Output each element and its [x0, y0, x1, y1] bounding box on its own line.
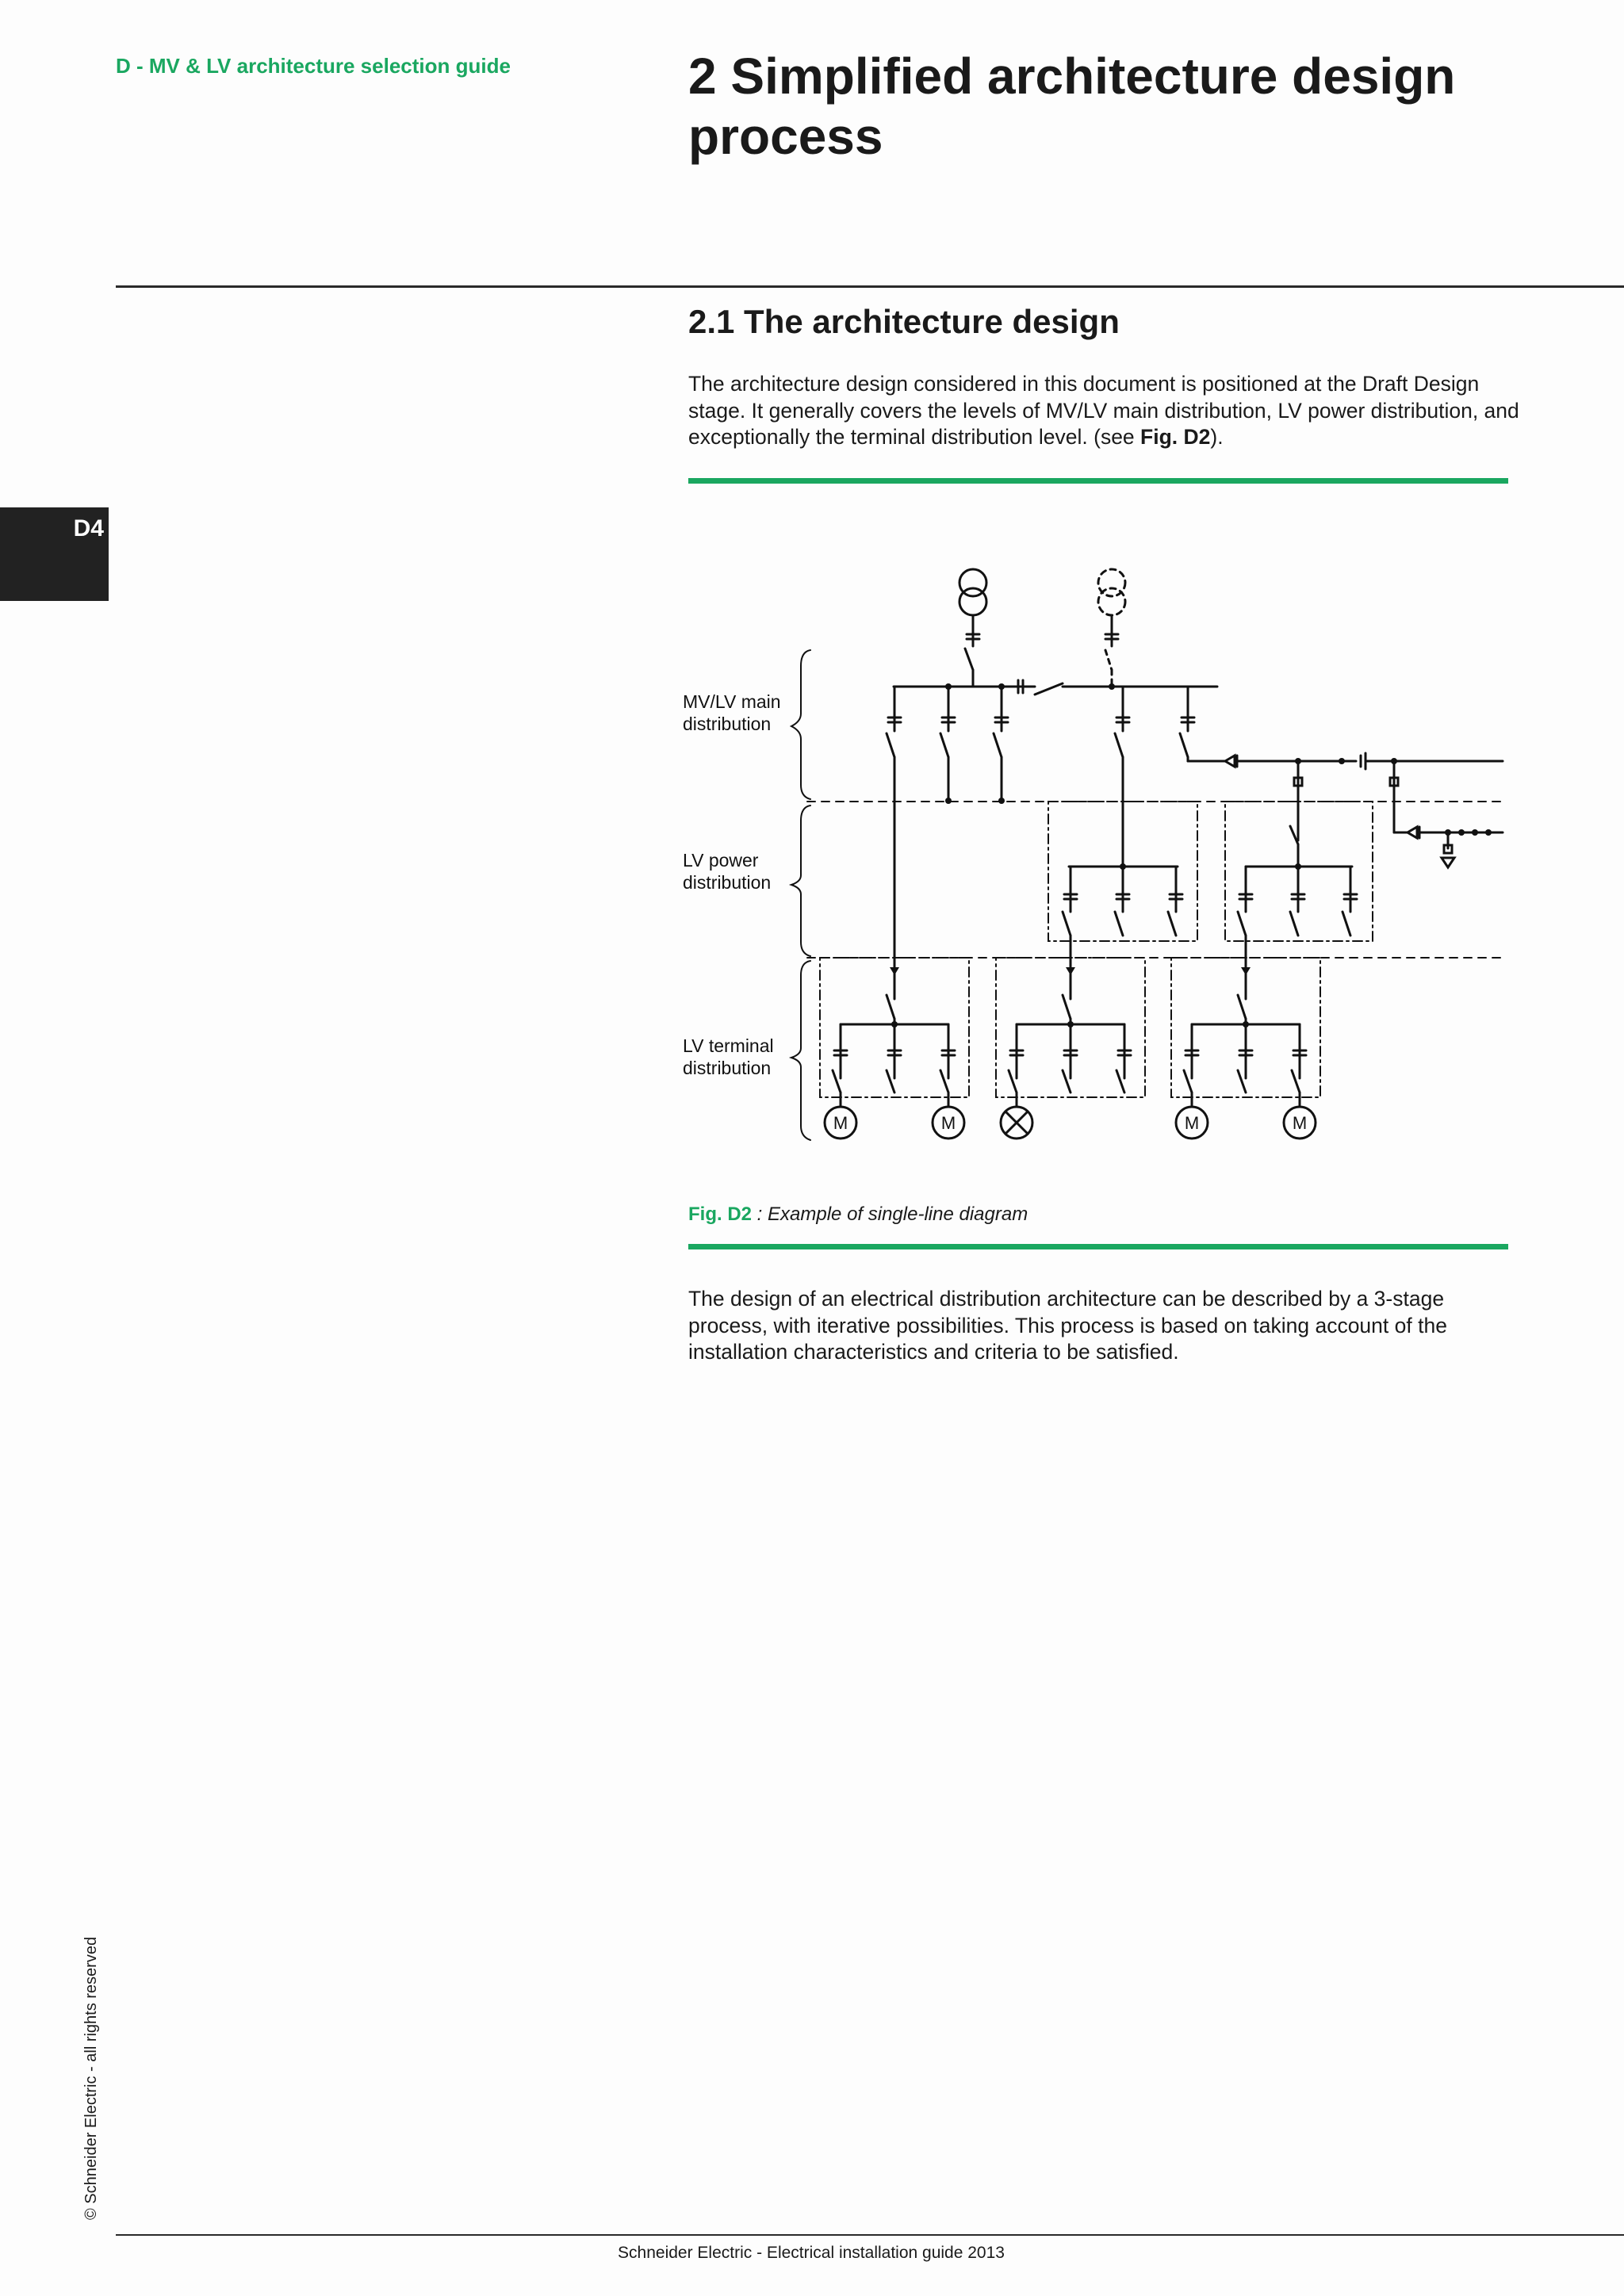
figure-caption-text: : Example of single-line diagram [752, 1203, 1028, 1225]
main-feeder-2 [940, 687, 955, 801]
level-label-terminal-2: distribution [683, 1058, 772, 1078]
transformer-1-winding-bottom [959, 588, 986, 615]
level-label-terminal-1: LV terminal [683, 1035, 774, 1056]
figure-bottom-rule [688, 1244, 1508, 1249]
level-label-main-1: MV/LV main [683, 691, 781, 712]
single-line-diagram [674, 555, 1515, 1150]
intro-paragraph [688, 371, 1529, 451]
footer [0, 2244, 1624, 2263]
section-heading: 2.1 The architecture design [688, 303, 1120, 340]
figure-label: Fig. D2 [688, 1203, 753, 1225]
power-panel-feeders [1063, 867, 1357, 936]
motor-2-label: M [940, 1113, 956, 1133]
motor-4-label: M [1292, 1113, 1308, 1133]
page-tab [0, 507, 109, 601]
main-feeder-1 [887, 687, 901, 971]
section-tag: D - MV & LV architecture selection guide [116, 54, 511, 78]
intro-end: ). [1210, 425, 1224, 449]
intro-text: The architecture design considered in this document is positioned at the Draft Design stage. It generally covers the levels of MV/LV main distribution, LV power distribution, and exceptionally the terminal distribution level. (see [688, 372, 1519, 449]
figure-caption [688, 1203, 1028, 1226]
figure-top-rule [688, 478, 1508, 484]
footer-divider [116, 2234, 1624, 2236]
page-number: D4 [73, 515, 104, 541]
main-feeder-5 [1180, 687, 1225, 761]
transformer-2-winding-bottom [1098, 588, 1125, 615]
terminal-panel-1 [833, 971, 955, 1106]
main-feeder-4 [1115, 687, 1129, 867]
level-label-main-2: distribution [683, 714, 772, 734]
body-paragraph: The design of an electrical distribution architecture can be described by a 3-stage process, with iterative possibilities. This process is based on taking account of the installation characteristics and criteria to be satisfied. [688, 1287, 1447, 1364]
level-braces [791, 650, 810, 1140]
intro-figure-ref: Fig. D2 [1140, 425, 1211, 449]
header-divider [116, 285, 1624, 288]
copyright-notice: © Schneider Electric - all rights reserved [82, 1936, 100, 2220]
terminal-panel-3 [1184, 971, 1306, 1106]
main-feeder-3 [994, 687, 1008, 801]
motor-3-label: M [1184, 1113, 1200, 1133]
lamp-load [1001, 1107, 1032, 1138]
junction-dots [890, 683, 1492, 1027]
level-label-power-2: distribution [683, 872, 772, 893]
motor-1-label: M [833, 1113, 848, 1133]
level-label-power-1: LV power [683, 850, 759, 871]
terminal-panel-2 [1009, 971, 1131, 1106]
page-title: 2 Simplified architecture design process [688, 48, 1456, 165]
footer-text: Schneider Electric - Electrical installation guide 2013 [618, 2244, 1005, 2262]
